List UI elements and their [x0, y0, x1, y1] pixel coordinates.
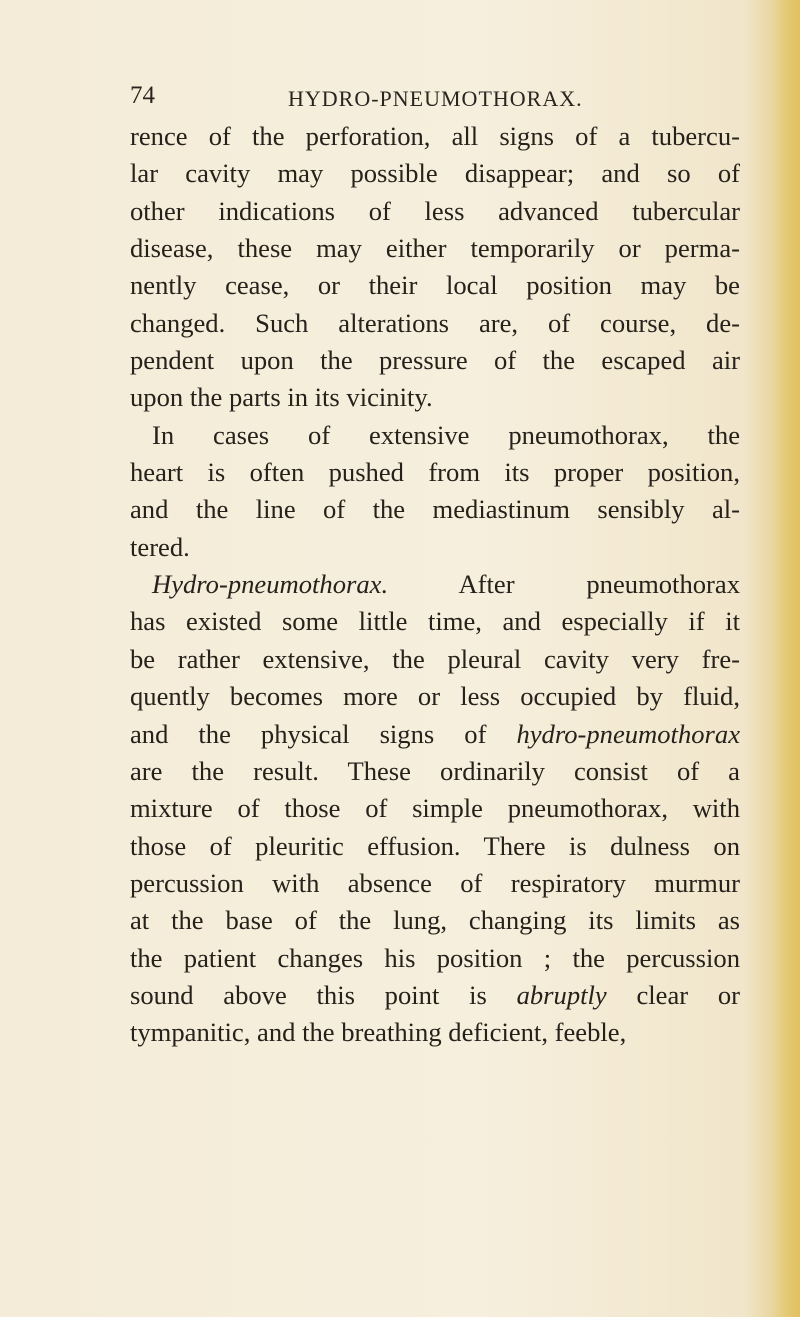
text-segment: the patient changes his position ; the percussion [130, 942, 740, 973]
text-segment: at the base of the lung, changing its limits as [130, 905, 740, 936]
text-segment: mixture of those of simple pneumothorax, with [130, 793, 740, 824]
text-line [130, 902, 740, 939]
text-segment: and the line of the mediastinum sensibly al- [130, 494, 740, 525]
text-line [130, 230, 740, 267]
text-segment: quently becomes more or less occupied by fluid, [130, 681, 740, 712]
text-line [130, 118, 740, 155]
text-line [130, 305, 740, 342]
running-title: HYDRO-PNEUMOTHORAX. [288, 86, 583, 111]
text-line [130, 1014, 740, 1051]
text-segment: upon the parts in its vicinity. [130, 382, 433, 413]
text-segment: changed. Such alterations are, of course, de- [130, 307, 740, 338]
text-segment: In cases of extensive pneumothorax, the [152, 419, 740, 450]
text-segment: heart is often pushed from its proper position, [130, 457, 740, 488]
text-line [130, 678, 740, 715]
text-segment: disease, these may either temporarily or perma- [130, 233, 740, 264]
text-segment: tered. [130, 531, 190, 562]
text-line [130, 267, 740, 304]
text-line [130, 193, 740, 230]
text-line [130, 454, 740, 491]
text-segment: lar cavity may possible disappear; and so of [130, 158, 740, 189]
text-line [130, 566, 740, 603]
text-line [130, 155, 740, 192]
text-segment: are the result. These ordinarily consist of a [130, 755, 740, 786]
text-segment: sound above this point is [130, 979, 517, 1010]
text-line [130, 865, 740, 902]
text-segment: rence of the perforation, all signs of a tubercu- [130, 121, 740, 151]
page-header [130, 82, 730, 118]
text-segment: those of pleuritic effusion. There is dulness on [130, 830, 740, 861]
text-segment: and the physical signs of [130, 718, 517, 749]
page-edge-stain [774, 0, 800, 1317]
text-line [130, 379, 740, 416]
text-segment: be rather extensive, the pleural cavity very fre- [130, 643, 740, 674]
text-line [130, 716, 740, 753]
text-segment: other indications of less advanced tubercular [130, 195, 740, 226]
text-line [130, 828, 740, 865]
italic-text: Hydro-pneumothorax. [152, 569, 389, 600]
text-line [130, 790, 740, 827]
text-segment: After pneumothorax [388, 569, 740, 600]
text-segment: clear or [606, 979, 740, 1010]
text-line [130, 603, 740, 640]
text-segment: has existed some little time, and especially if it [130, 606, 740, 637]
text-line [130, 940, 740, 977]
text-line [130, 417, 740, 454]
text-segment: tympanitic, and the breathing deficient, feeble, [130, 1017, 627, 1048]
text-line [130, 342, 740, 379]
text-line [130, 977, 740, 1014]
text-line [130, 529, 740, 566]
text-segment: percussion with absence of respiratory murmur [130, 867, 740, 898]
text-segment: pendent upon the pressure of the escaped air [130, 345, 740, 376]
body-text [130, 118, 740, 1052]
page-number: 74 [130, 82, 155, 109]
italic-text: abruptly [516, 979, 607, 1010]
text-line [130, 491, 740, 528]
text-segment: nently cease, or their local position may be [130, 270, 740, 301]
text-line [130, 641, 740, 678]
text-line [130, 753, 740, 790]
italic-text: hydro-pneumothorax [516, 718, 740, 749]
